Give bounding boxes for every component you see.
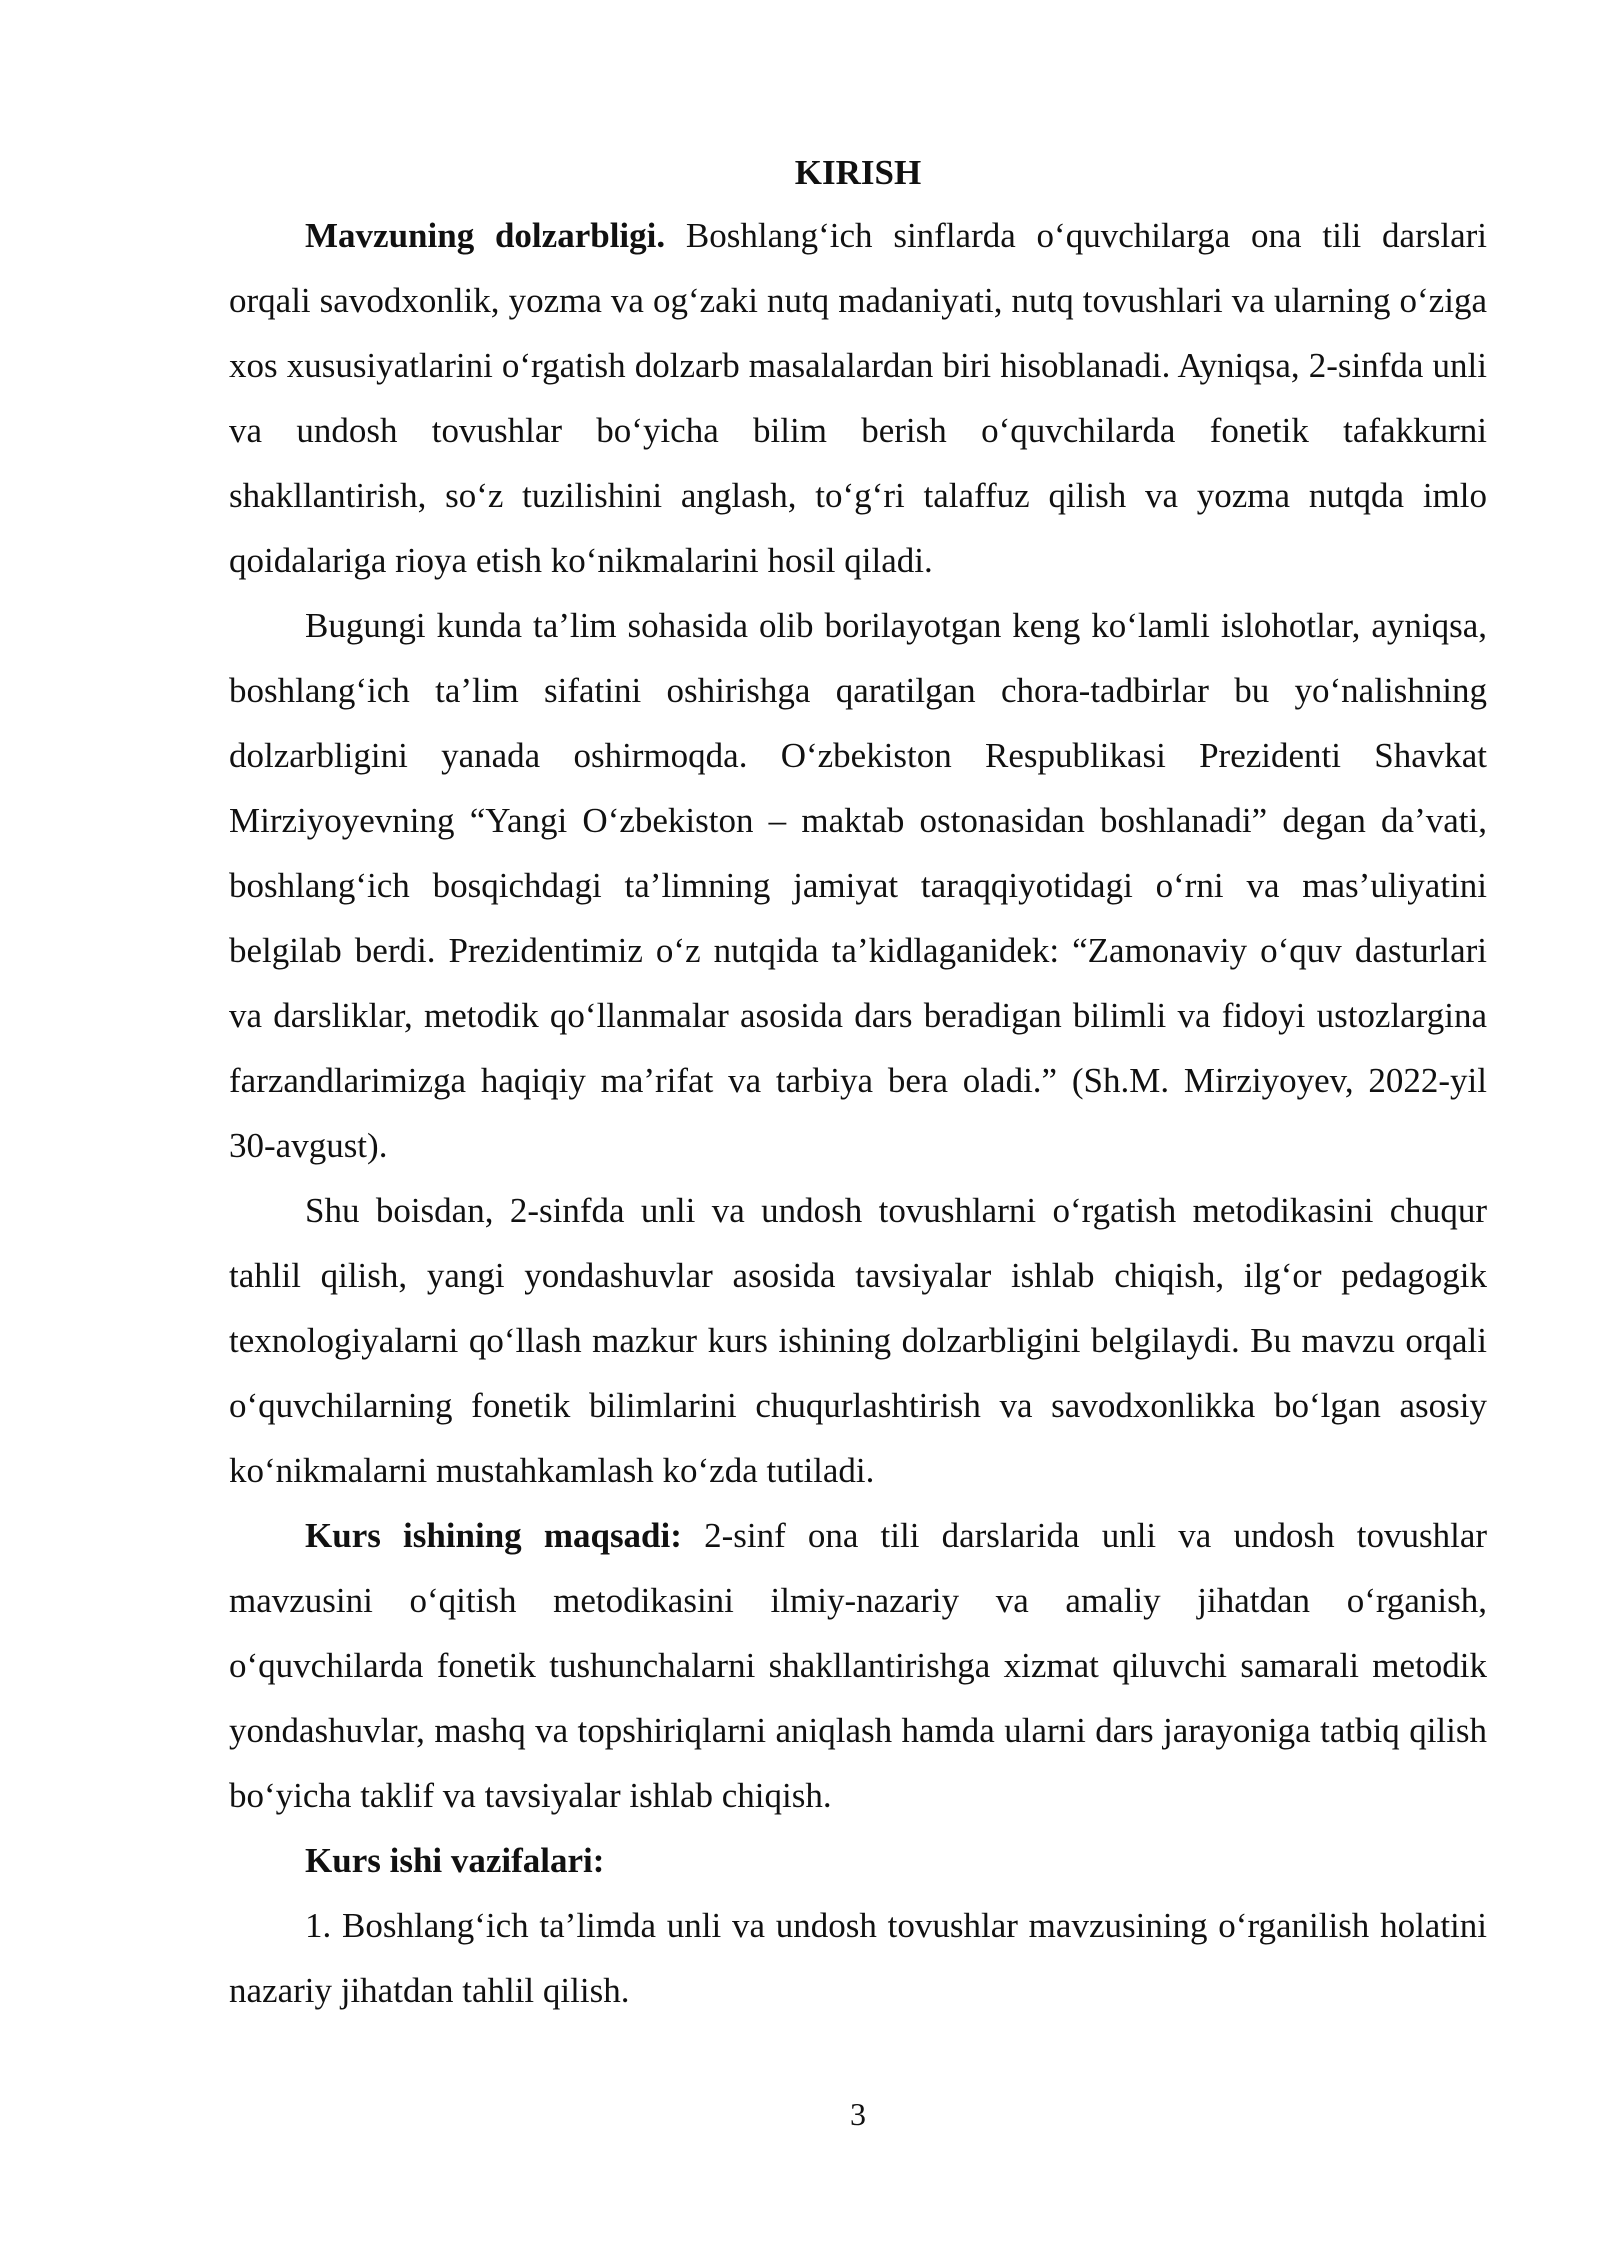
paragraph-relevance (229, 203, 1487, 593)
page-number: 3 (850, 2096, 866, 2132)
paragraph-text: Boshlang‘ich sinflarda o‘quvchilarga ona tili darslari orqali savodxonlik, yozma va og‘zaki nutq madaniyati, nutq tovushlari va ularning o‘ziga xos xususiyatlarini o‘rgatish dolzarb masalalardan biri hisoblanadi. Ayniqsa, 2-sinfda unli va undosh tovushlar bo‘yicha bilim berish o‘quvchilarda fonetik tafakkurni shakllantirish, so‘z tuzilishini anglash, to‘g‘ri talaffuz qilish va yozma nutqda imlo qoidalariga rioya etish ko‘nikmalarini hosil qiladi. (229, 216, 1487, 580)
paragraph-lead: Kurs ishining maqsadi: (305, 1516, 682, 1555)
paragraph-text: 1. Boshlang‘ich ta’limda unli va undosh tovushlar mavzusining o‘rganilish holatini nazariy jihatdan tahlil qilish. (229, 1906, 1487, 2010)
paragraph-lead: Kurs ishi vazifalari: (305, 1841, 605, 1880)
paragraph-reforms (229, 593, 1487, 1178)
paragraph-lead: Mavzuning dolzarbligi. (305, 216, 666, 255)
paragraph-goal (229, 1503, 1487, 1828)
paragraph-text: Bugungi kunda ta’lim sohasida olib borilayotgan keng ko‘lamli islohotlar, ayniqsa, boshlang‘ich ta’lim sifatini oshirishga qaratilgan chora-tadbirlar bu yo‘nalishning dolzarbligini yanada oshirmoqda. O‘zbekiston Respublikasi Prezidenti Shavkat Mirziyoyevning “Yangi O‘zbekiston – maktab ostonasidan boshlanadi” degan da’vati, boshlang‘ich bosqichdagi ta’limning jamiyat taraqqiyotidagi o‘rni va mas’uliyatini belgilab berdi. Prezidentimiz o‘z nutqida ta’kidlaganidek: “Zamonaviy o‘quv dasturlari va darsliklar, metodik qo‘llanmalar asosida dars beradigan bilimli va fidoyi ustozlargina farzandlarimizga haqiqiy ma’rifat va tarbiya bera oladi.” (Sh.M. Mirziyoyev, 2022-yil 30-avgust). (229, 606, 1487, 1165)
paragraph-tasks-heading (229, 1828, 1487, 1893)
paragraph-text: 2-sinf ona tili darslarida unli va undosh tovushlar mavzusini o‘qitish metodikasini ilmiy-nazariy va amaliy jihatdan o‘rganish, o‘quvchilarda fonetik tushunchalarni shakllantirishga xizmat qiluvchi samarali metodik yondashuvlar, mashq va topshiriqlarni aniqlash hamda ularni dars jarayoniga tatbiq qilish bo‘yicha taklif va tavsiyalar ishlab chiqish. (229, 1516, 1488, 1815)
page-content (229, 143, 1487, 2023)
section-heading: KIRISH (794, 153, 922, 192)
paragraph-task-1 (229, 1893, 1487, 2023)
paragraph-therefore (229, 1178, 1487, 1503)
paragraph-text: Shu boisdan, 2-sinfda unli va undosh tovushlarni o‘rgatish metodikasini chuqur tahlil qilish, yangi yondashuvlar asosida tavsiyalar ishlab chiqish, ilg‘or pedagogik texnologiyalarni qo‘llash mazkur kurs ishining dolzarbligini belgilaydi. Bu mavzu orqali o‘quvchilarning fonetik bilimlarini chuqurlashtirish va savodxonlikka bo‘lgan asosiy ko‘nikmalarni mustahkamlash ko‘zda tutiladi. (229, 1191, 1487, 1490)
